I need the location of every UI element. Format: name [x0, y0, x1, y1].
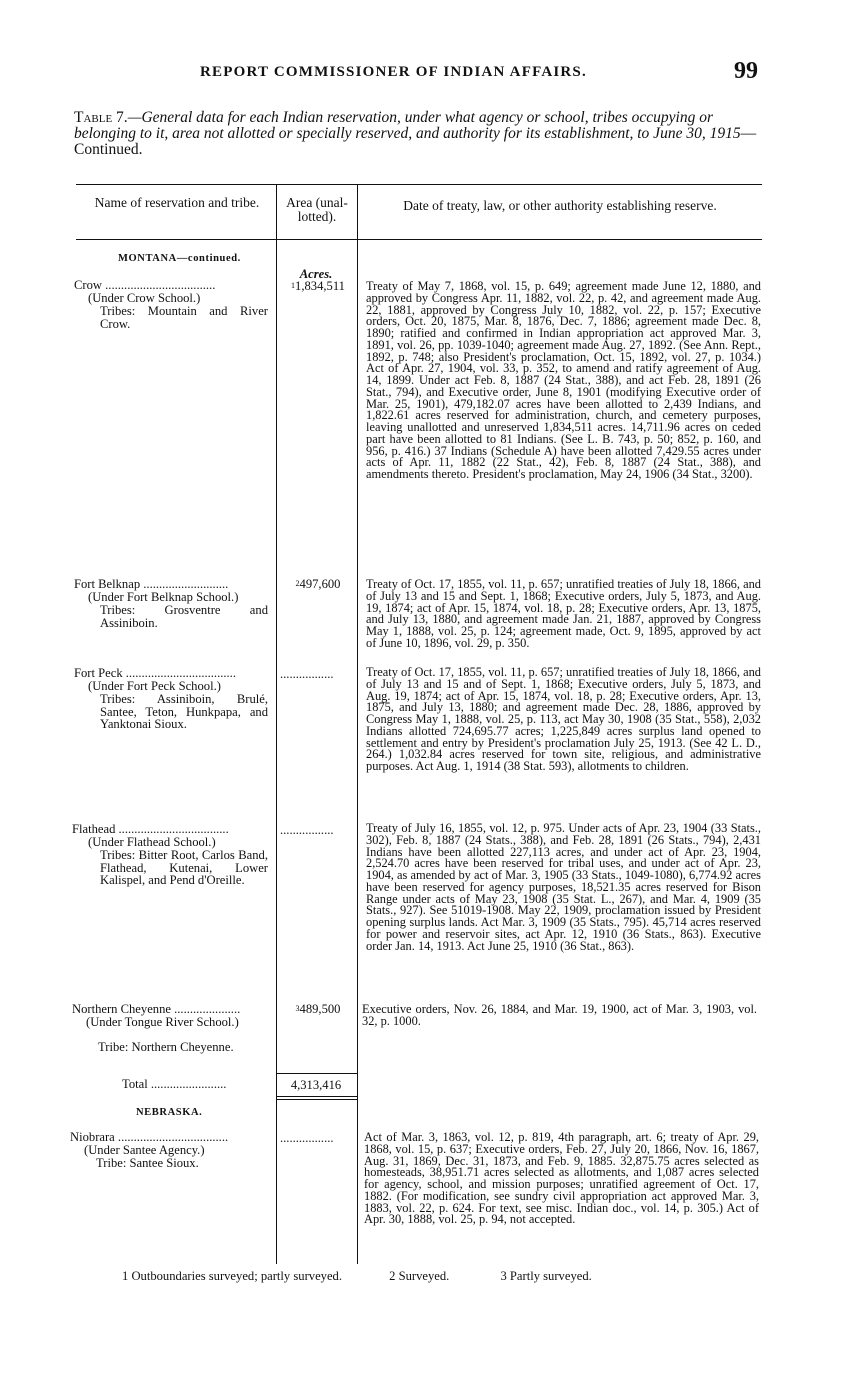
tribes-crow: Tribes: Mountain and River Crow. [100, 304, 268, 331]
agency-flathead: (Under Flathead School.) [88, 835, 216, 849]
reservation-name-fort-peck: Fort Peck ................................... [74, 667, 236, 680]
authority-fort-peck: Treaty of Oct. 17, 1855, vol. 11, p. 657; unratified treaties of July 18, 1866, and of July 13 and 15 and of Sept. 1, 1868; Executive orders, July 5, 1873, and Aug. 19, 1874; act of Apr. 15, 1874, vol. 18, p. 28; Executive orders, Apr. 13, 1875, and July 13, 1880; and agreement made Dec. 28, 1886, approved by Congress May 1, 1888, vol. 25, p. 113, act May 30, 1908 (35 Stat., 558), 2,032 Indians allotted 724,695.77 acres; 1,225,849 acres surplus land opened to settlement and entry by President's proclamation July 25, 1913. (See 42 L. D., 264.) 1,032.84 acres reserved for town site, religious, and administrative purposes. Act Aug. 1, 1914 (38 Stat. 593), allotments to children. [366, 665, 761, 773]
reservation-name-fort-belknap: Fort Belknap ........................... [74, 578, 229, 591]
agency-northern-cheyenne: (Under Tongue River School.) [86, 1015, 239, 1029]
total-double-rule-1 [276, 1096, 357, 1097]
authority-crow: Treaty of May 7, 1868, vol. 15, p. 649; agreement made June 12, 1880, and approved by Congress Apr. 11, 1882, vol. 22, p. 42, and agreement made Aug. 22, 1881, approved by Congress July 10, 1882, vol. 22, p. 157; Executive orders, Oct. 20, 1875, Mar. 8, 1876, Dec. 7, 1886; agreement made Dec. 8, 1890; ratified and confirmed in Indian appropriation act approved Mar. 3, 1891, vol. 26, pp. 1039-1040; agreement made Aug. 27, 1892. (See Ann. Rept., 1892, p. 748; also President's proclamation, Oct. 15, 1892, vol. 27, p. 1034.) Act of Apr. 27, 1904, vol. 33, p. 352, to amend and ratify agreement of Aug. 14, 1899. Under act Feb. 8, 1887 (24 Stat., 388), and act Feb. 28, 1891 (26 Stat., 794), and Executive order, June 8, 1901 (modifying Executive order of Mar. 25, 1901), 479,182.07 acres have been allotted to 2,439 Indians, and 1,822.61 acres reserved for administration, church, and cemetery purposes, leaving unallotted and unreserved 1,834,511 acres. 14,711.96 acres on ceded part have been allotted to 81 Indians. (See L. B. 743, p. 50; 852, p. 160, and 956, p. 416.) 37 Indians (Schedule A) have been allotted 7,429.55 acres under acts of Apr. 11, 1882 (22 Stat., 42), Feb. 8, 1887 (24 Stat., 388), and amendments thereto. President's proclamation, May 24, 1906 (34 Stat., 3200). [366, 279, 761, 481]
authority-northern-cheyenne: Executive orders, Nov. 26, 1884, and Mar. 19, 1900, act of Mar. 3, 1903, vol. 32, p. 1000. [362, 1002, 757, 1028]
section-montana: MONTANA—continued. [118, 253, 241, 264]
column-header-authority: Date of treaty, law, or other authority establishing reserve. [403, 198, 717, 213]
total-value: 4,313,416 [290, 1078, 342, 1092]
caption-suffix: —Continued. [74, 125, 757, 158]
area-fort-belknap: $^2$497,600 [295, 577, 341, 591]
tribes-northern-cheyenne: Tribe: Northern Cheyenne. [98, 1040, 234, 1054]
footnote-3: 3 Partly surveyed. [500, 1269, 592, 1283]
reservation-name-flathead: Flathead ................................... [72, 823, 229, 836]
footnote-2: 2 Surveyed. [389, 1269, 450, 1283]
column-header-area: Area (unal-lotted). [286, 195, 348, 224]
area-fort-peck-leader: ................. [280, 667, 334, 681]
authority-fort-belknap: Treaty of Oct. 17, 1855, vol. 11, p. 657; unratified treaties of July 18, 1866, and of July 13 and 15 and Sept. 1, 1868; Executive orders, July 5, 1873, and Aug. 19, 1874; act of Apr. 15, 1874, vol. 18, p. 28; Executive orders, Apr. 13, 1875, and July 13, 1880, and agreement made Jan. 21, 1887, approved by Congress May 1, 1888, vol. 25, p. 124; agreement made, Oct. 9, 1895, approved by act of June 10, 1896, vol. 29, p. 350. [366, 577, 761, 650]
area-crow: $^1$1,834,511 [291, 279, 345, 293]
caption-text: —General data for each Indian reservation, under what agency or school, tribes occupying or belonging to it, area not allotted or specially reserved, and authority for its establishment, to June 30, 1915 [74, 109, 741, 142]
agency-fort-peck: (Under Fort Peck School.) [88, 679, 221, 693]
running-header: REPORT COMMISSIONER OF INDIAN AFFAIRS. [200, 64, 587, 80]
tribes-fort-peck: Tribes: Assiniboin, Brulé, Santee, Teton, Hunkpapa, and Yanktonai Sioux. [100, 692, 268, 732]
column-header-name: Name of reservation and tribe. [94, 195, 260, 210]
caption-lead: Table 7. [74, 109, 128, 126]
reservation-name-northern-cheyenne: Northern Cheyenne ..................... [72, 1003, 241, 1016]
authority-niobrara: Act of Mar. 3, 1863, vol. 12, p. 819, 4th paragraph, art. 6; treaty of Apr. 29, 1868, vol. 15, p. 637; Executive orders, Feb. 27, July 20, 1866, Nov. 16, 1867, Aug. 31, 1869, Dec. 31, 1873, and Feb. 9, 1885. 32,875.75 acres selected as homesteads, 38,951.71 acres selected as allotments, and 1,087 acres selected for agency, school, and mission purposes; unratified agreement of Oct. 17, 1882. (For modification, see sundry civil appropriation act approved Mar. 3, 1883, vol. 22, p. 624. For text, see misc. Indian doc., vol. 14, p. 305.) Act of Apr. 30, 1888, vol. 25, p. 94, not accepted. [364, 1130, 759, 1227]
table-caption [74, 110, 764, 158]
reservation-name-niobrara: Niobrara ................................... [70, 1131, 229, 1144]
tribes-flathead: Tribes: Bitter Root, Carlos Band, Flathead, Kutenai, Lower Kalispel, and Pend d'Oreille. [100, 848, 268, 888]
table-top-rule [76, 184, 762, 185]
footnote-1: 1 Outboundaries surveyed; partly surveyed. [122, 1269, 342, 1283]
agency-crow: (Under Crow School.) [88, 291, 201, 305]
section-nebraska: NEBRASKA. [136, 1107, 203, 1118]
footnotes [122, 1269, 592, 1284]
total-double-rule-2 [276, 1099, 357, 1100]
total-top-rule [276, 1073, 357, 1074]
agency-fort-belknap: (Under Fort Belknap School.) [88, 590, 239, 604]
tribes-niobrara: Tribe: Santee Sioux. [96, 1156, 199, 1170]
area-flathead-leader: ................. [280, 823, 334, 837]
column-divider-1 [276, 184, 277, 1264]
page-number: 99 [734, 58, 758, 84]
area-niobrara-leader: ................. [280, 1131, 334, 1145]
area-unit-label: Acres. [299, 267, 333, 281]
total-label: Total ........................ [122, 1078, 227, 1091]
area-northern-cheyenne: $^3$489,500 [295, 1002, 341, 1016]
header-bottom-rule [76, 239, 762, 240]
column-divider-2 [357, 184, 358, 1264]
reservation-name-crow: Crow ................................... [74, 278, 216, 292]
authority-flathead: Treaty of July 16, 1855, vol. 12, p. 975. Under acts of Apr. 23, 1904 (33 Stats., 302), Feb. 8, 1887 (24 Stats., 388), and Feb. 28, 1891 (26 Stats., 794), 2,431 Indians have been allotted 227,113 acres, and under act of Apr. 23, 1904, 2,524.70 acres have been reserved for tribal uses, and under act of Apr. 23, 1904, as amended by act of Mar. 3, 1905 (33 Stats., 1049-1080), 6,774.92 acres have been reserved for agency purposes, 18,521.35 acres reserved for Bison Range under acts of May 23, 1908 (35 Stat. L., 267), and Mar. 4, 1909 (35 Stats., 927). See 51019-1908. May 22, 1909, proclamation issued by President opening surplus lands. Act Mar. 3, 1909 (35 Stats., 795). 45,714 acres reserved for power and reservoir sites, act Apr. 12, 1910 (36 Stats., 863). Executive order Jan. 14, 1913. Act June 25, 1910 (36 Stat., 863). [366, 821, 761, 953]
tribes-fort-belknap: Tribes: Grosventre and Assiniboin. [100, 603, 268, 630]
agency-niobrara: (Under Santee Agency.) [84, 1143, 205, 1157]
